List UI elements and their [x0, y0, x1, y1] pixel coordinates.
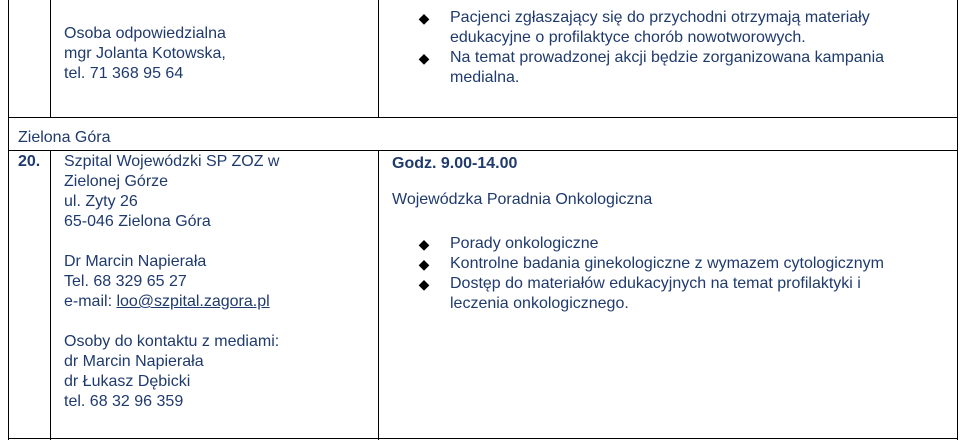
bullet-icon: ◆: [418, 50, 430, 66]
email-line: e-mail: loo@szpital.zagora.pl: [64, 293, 270, 310]
contact-line: mgr Jolanta Kotowska,: [64, 45, 226, 62]
institution-block: [64, 152, 279, 412]
campaign-bullets: [412, 8, 884, 88]
media-contact-phone: tel. 68 32 96 359: [64, 393, 184, 410]
institution-name: Szpital Wojewódzki SP ZOZ w: [64, 153, 280, 170]
clinic-name: Wojewódzka Poradnia Onkologiczna: [392, 191, 653, 208]
bullet-icon: ◆: [418, 276, 430, 292]
bullet-icon: ◆: [418, 256, 430, 272]
section-separator: [8, 150, 958, 151]
doctor-name: Dr Marcin Napierała: [64, 253, 207, 270]
list-item: ◆ Na temat prowadzonej akcji będzie zorganizowana kampania medialna.: [412, 48, 884, 88]
street-address: ul. Zyty 26: [64, 193, 138, 210]
media-contacts-heading: Osoby do kontaktu z mediami:: [64, 333, 280, 350]
table-left-border: [8, 0, 9, 440]
bullet-icon: ◆: [418, 236, 430, 252]
section-city-heading: Zielona Góra: [18, 129, 111, 146]
top-row-divider-b: [378, 0, 379, 118]
entry-number: 20.: [18, 153, 41, 170]
list-item: ◆ Porady onkologiczne: [412, 234, 884, 254]
services-list: [412, 234, 884, 314]
media-contact: dr Marcin Napierała: [64, 353, 204, 370]
opening-hours: Godz. 9.00-14.00: [392, 155, 518, 172]
email-link[interactable]: loo@szpital.zagora.pl: [116, 293, 270, 310]
bullet-icon: ◆: [418, 10, 430, 26]
list-item: ◆ Kontrolne badania ginekologiczne z wymazem cytologicznym: [412, 254, 884, 274]
table-right-border: [957, 0, 958, 440]
top-row-divider-a: [50, 0, 51, 118]
contact-line: Osoba odpowiedzialna: [64, 25, 226, 42]
media-contact: dr Łukasz Dębicki: [64, 373, 191, 390]
table-bottom-border: [8, 438, 958, 439]
entry-divider-b: [378, 150, 379, 440]
institution-name-cont: Zielonej Górze: [64, 173, 169, 190]
list-item: ◆ Dostęp do materiałów edukacyjnych na temat profilaktyki i leczenia onkologicznego.: [412, 274, 884, 314]
postal-address: 65-046 Zielona Góra: [64, 213, 211, 230]
responsible-person-block: [64, 24, 226, 84]
entry-divider-a: [50, 150, 51, 440]
row-separator: [8, 117, 958, 118]
list-item: ◆ Pacjenci zgłaszający się do przychodni otrzymają materiały edukacyjne o profilaktyce chorób nowotworowych.: [412, 8, 884, 48]
contact-line: tel. 71 368 95 64: [64, 65, 184, 82]
phone-number: Tel. 68 329 65 27: [64, 273, 187, 290]
